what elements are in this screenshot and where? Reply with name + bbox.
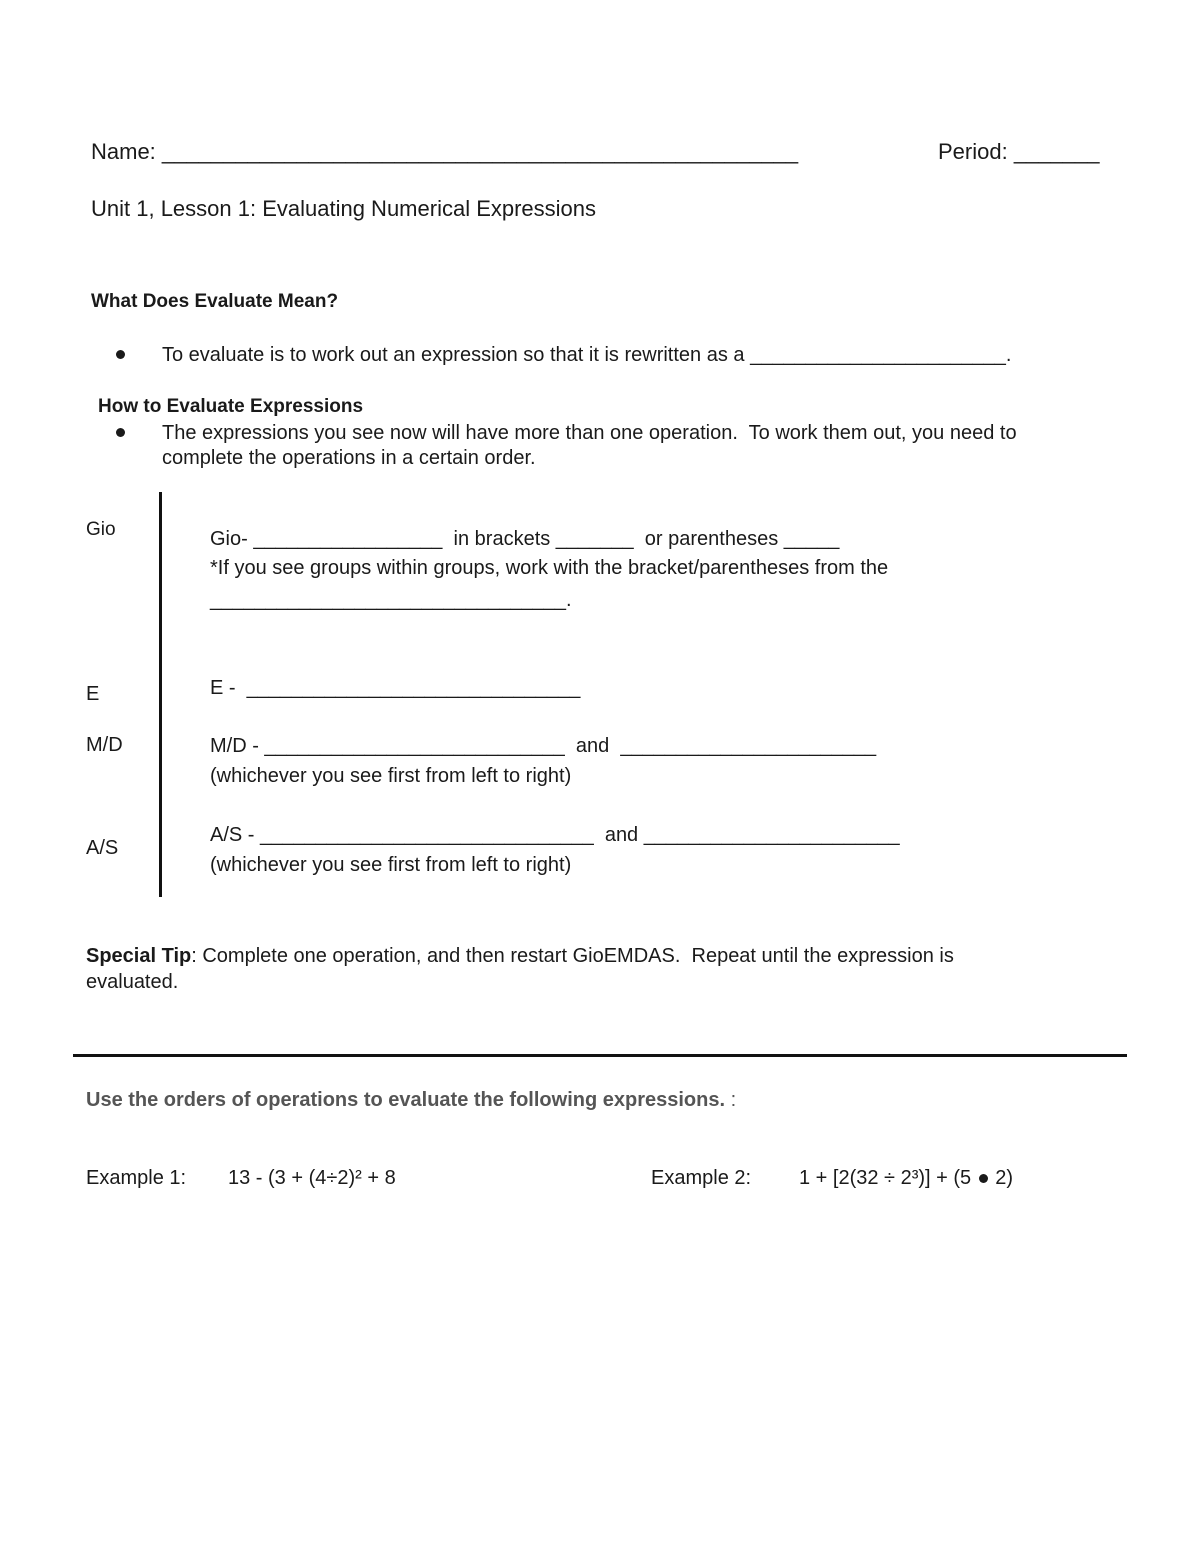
as-line1: A/S - ______________________________ and _______________________ — [210, 824, 900, 846]
example2-label: Example 2: — [651, 1167, 752, 1189]
gio-line2: *If you see groups within groups, work with the bracket/parentheses from the — [210, 557, 889, 579]
special-tip-label: Special Tip — [86, 945, 192, 967]
special-tip-text: : Complete one operation, and then restart GioEMDAS. Repeat until the expression is — [191, 945, 954, 967]
how-to-text-line1: The expressions you see now will have more than one operation. To work them out, you need to — [162, 422, 1017, 444]
period-field-label: Period: _______ — [938, 139, 1100, 164]
practice-instruction: Use the orders of operations to evaluate the following expressions. : — [86, 1089, 737, 1111]
label-as: A/S — [86, 837, 119, 859]
how-to-text-line2: complete the operations in a certain order. — [162, 447, 536, 469]
label-gio: Gio — [86, 519, 116, 540]
name-field-label: Name: ____________________________________________________ — [91, 139, 799, 164]
bullet-icon — [116, 350, 125, 359]
bullet-icon — [116, 428, 125, 437]
special-tip-line1 — [86, 946, 954, 966]
label-md: M/D — [86, 734, 123, 756]
evaluate-heading: What Does Evaluate Mean? — [91, 291, 339, 312]
gio-line1: Gio- _________________ in brackets _______ or parentheses _____ — [210, 528, 840, 550]
example1-expression: 13 - (3 + (4÷2)² + 8 — [228, 1167, 396, 1189]
md-line2: (whichever you see first from left to right) — [210, 765, 572, 787]
section-divider — [73, 1054, 1127, 1057]
evaluate-definition: To evaluate is to work out an expression so that it is rewritten as a _______________________. — [162, 344, 1012, 366]
e-line: E - ______________________________ — [210, 677, 581, 699]
example1-label: Example 1: — [86, 1167, 187, 1189]
as-line2: (whichever you see first from left to right) — [210, 854, 572, 876]
gio-line3: ________________________________. — [210, 589, 572, 611]
label-e: E — [86, 683, 100, 705]
lesson-title: Unit 1, Lesson 1: Evaluating Numerical Expressions — [91, 196, 597, 221]
example2-expression: 1 + [2(32 ÷ 2³)] + (5 2) — [799, 1167, 1014, 1189]
special-tip-line2: evaluated. — [86, 971, 179, 993]
multiplication-dot-icon — [979, 1174, 988, 1183]
gioemdas-divider — [159, 492, 162, 897]
md-line1: M/D - ___________________________ and _______________________ — [210, 735, 877, 757]
how-to-heading: How to Evaluate Expressions — [98, 396, 364, 417]
